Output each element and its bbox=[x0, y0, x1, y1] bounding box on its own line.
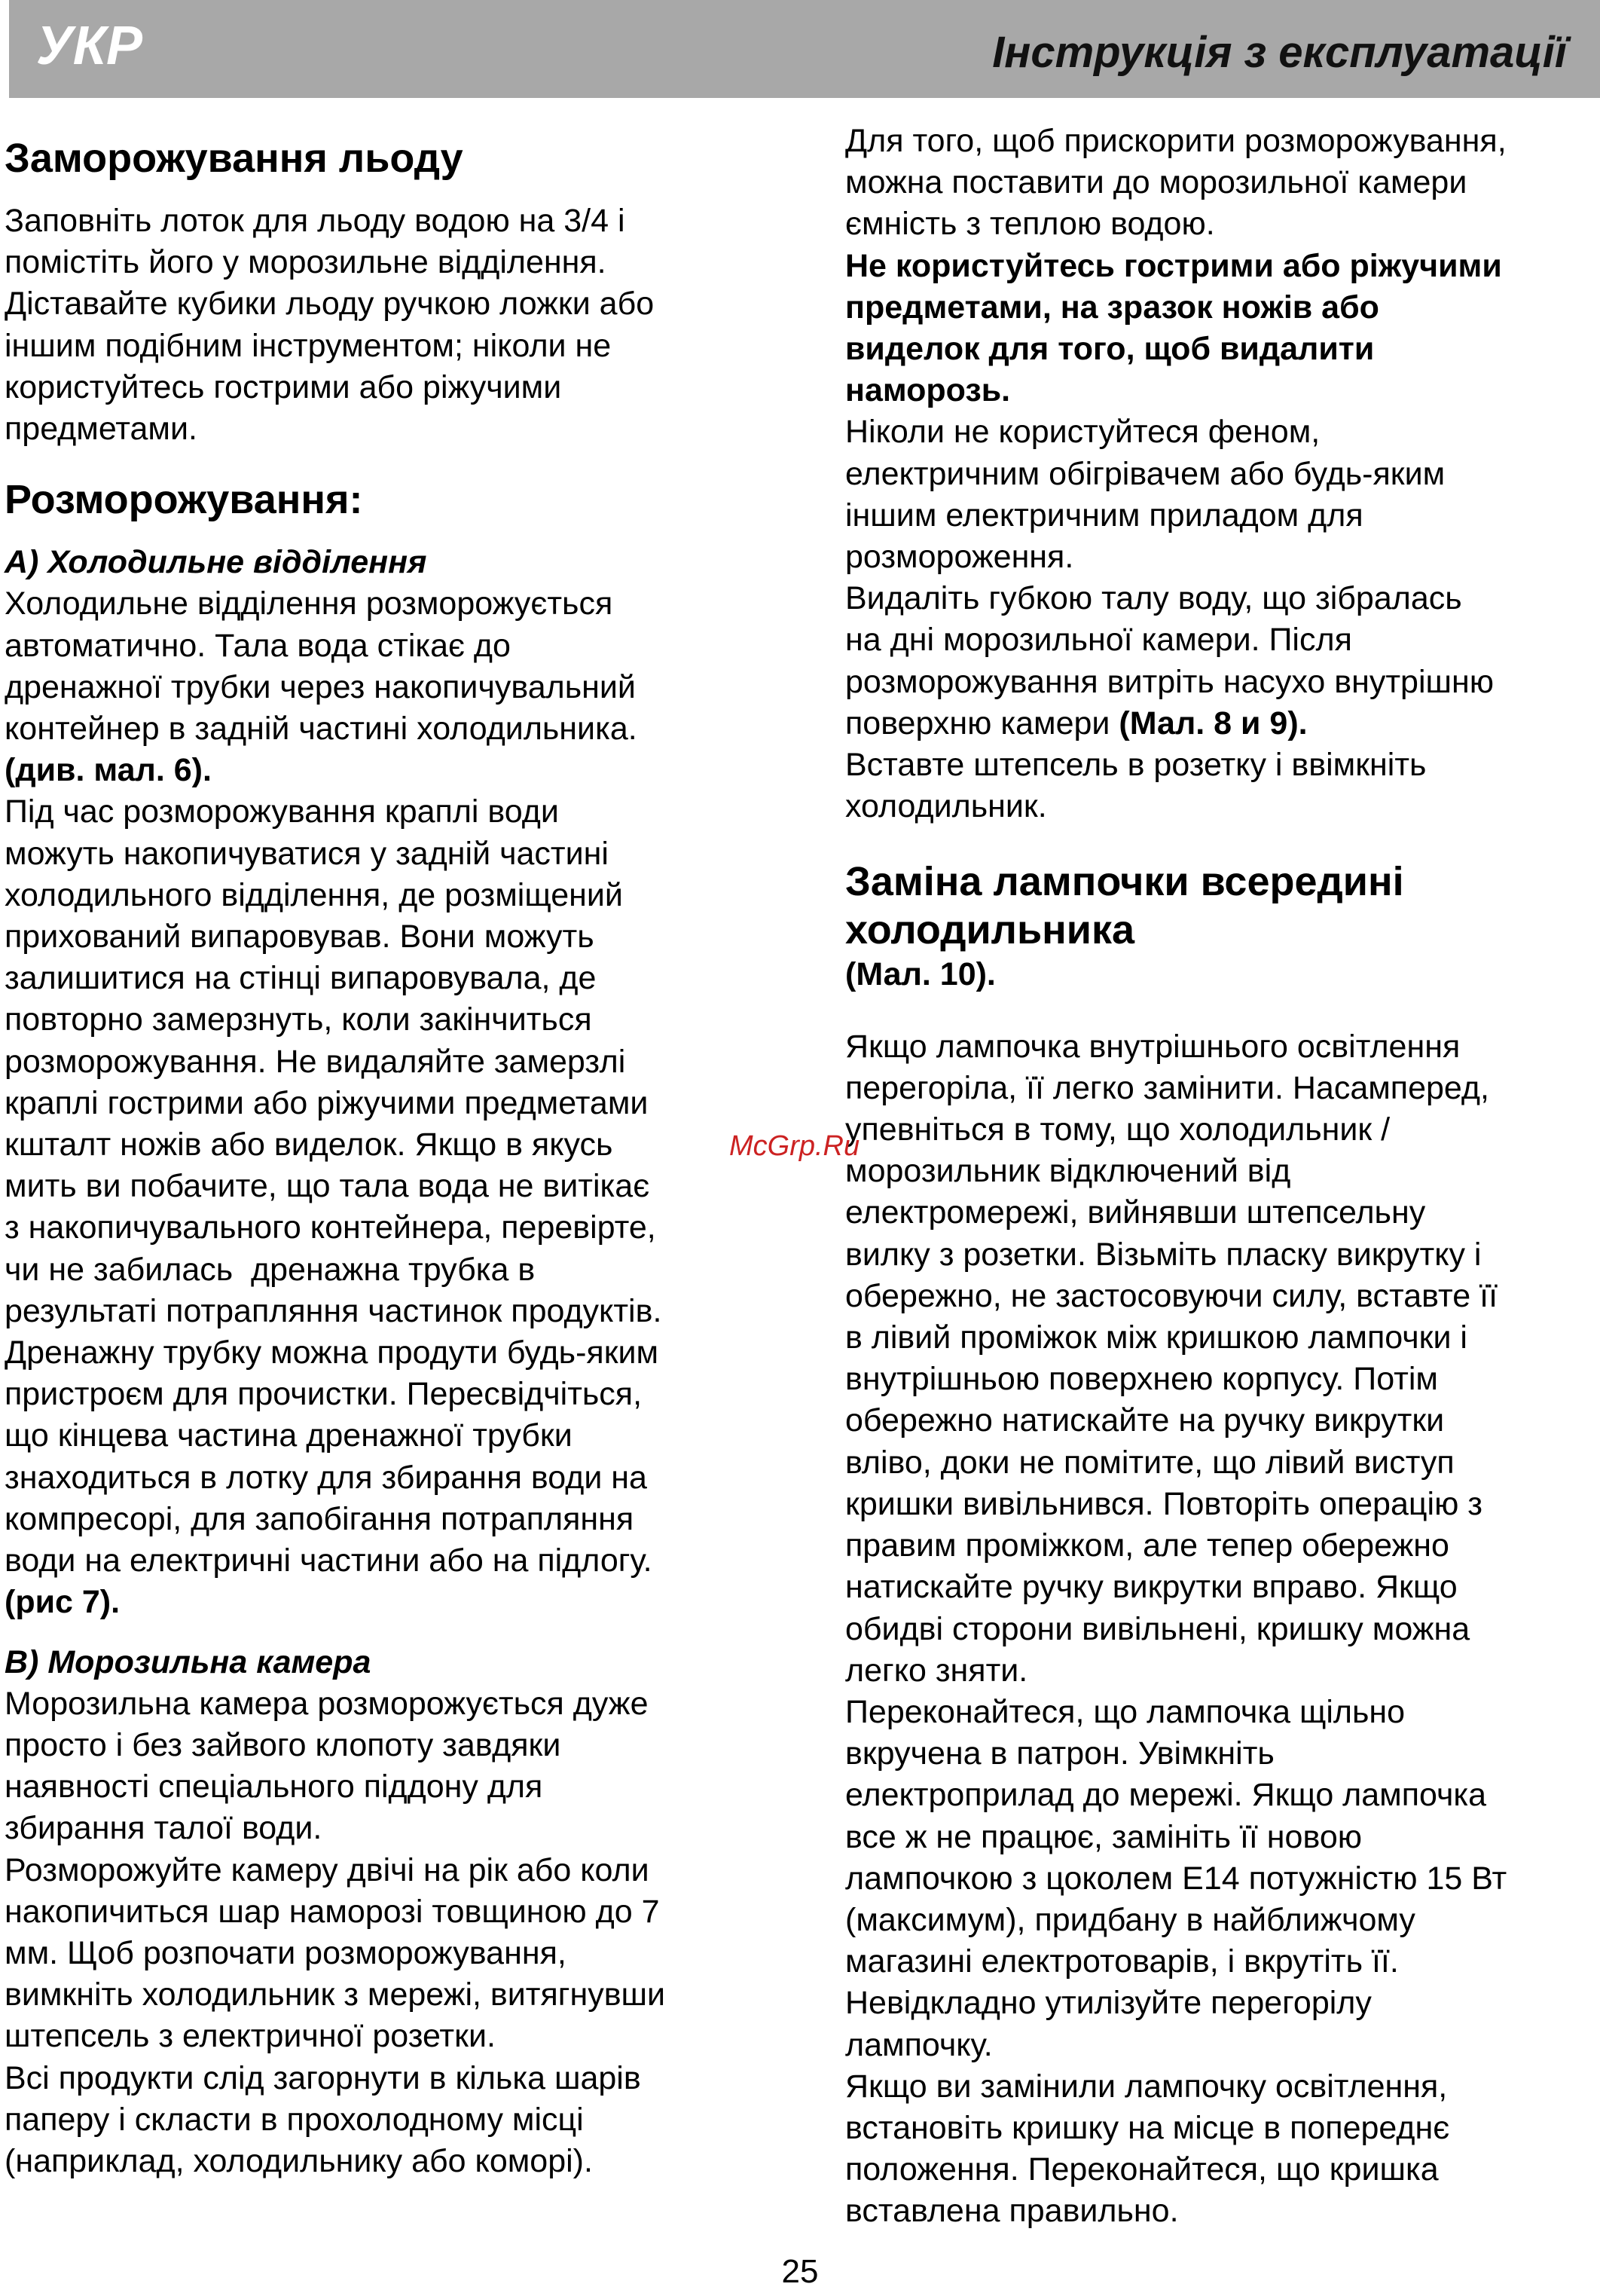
text-line: (максимум), придбану в найближчому bbox=[845, 1901, 1415, 1938]
text-line: дренажної трубки через накопичувальний bbox=[5, 668, 636, 705]
lamp-paragraph bbox=[845, 1026, 1598, 2233]
text-line: Морозильна камера розморожується дуже bbox=[5, 1685, 649, 1722]
section-title-lamp bbox=[845, 858, 1598, 954]
text-line: на дні морозильної камери. Після bbox=[845, 622, 1352, 659]
text-line: вилку з розетки. Візьміть пласку викрутку і bbox=[845, 1236, 1482, 1273]
text-line: користуйтесь гострими або ріжучими bbox=[5, 368, 562, 405]
text-line: електричним обігрівачем або будь-яким bbox=[845, 455, 1446, 492]
text-line: Вставте штепсель в розетку і ввімкніть bbox=[845, 747, 1427, 784]
ice-paragraph bbox=[5, 200, 803, 450]
text-line: електроприлад до мережі. Якщо лампочка bbox=[845, 1777, 1487, 1814]
text-line: вимкніть холодильник з мережі, витягнувши bbox=[5, 1977, 666, 2013]
text-line: знаходиться в лотку для збирання води на bbox=[5, 1459, 647, 1496]
text-line: упевніться в тому, що холодильник / bbox=[845, 1111, 1391, 1148]
text-line: контейнер в задній частині холодильника. bbox=[5, 711, 637, 747]
text-line: мить ви побачите, що тала вода не витікає bbox=[5, 1168, 650, 1205]
figure-reference: (див. мал. 6). bbox=[5, 752, 212, 789]
text-line: краплі гострими або ріжучими предметами bbox=[5, 1084, 649, 1121]
text-line: Для того, щоб прискорити розморожування, bbox=[845, 123, 1507, 159]
text-line: штепсель з електричної розетки. bbox=[5, 2018, 496, 2055]
fridge-paragraph bbox=[5, 583, 803, 1623]
warning-text bbox=[845, 246, 1598, 412]
text-line: накопичиться шар наморозі товщиною до 7 bbox=[5, 1893, 660, 1930]
text-line: Діставайте кубики льоду ручкою ложки або bbox=[5, 286, 655, 323]
text-line: вліво, доки не помітите, що лівий виступ bbox=[845, 1444, 1455, 1481]
text-line: обидві сторони вивільнені, кришку можна bbox=[845, 1610, 1470, 1647]
text-line: повторно замерзнуть, коли закінчиться bbox=[5, 1001, 592, 1038]
text-line: магазині електротоварів, і вкрутіть її. bbox=[845, 1943, 1399, 1980]
document-title: Інструкція з експлуатації bbox=[992, 28, 1567, 77]
text-line: іншим подібним інструментом; ніколи не bbox=[5, 327, 612, 364]
text-line: можуть накопичуватися у задній частині bbox=[5, 835, 609, 872]
freezer-paragraph bbox=[5, 1683, 803, 2182]
text-line: Ніколи не користуйтеся феном, bbox=[845, 414, 1321, 451]
warning-line: Не користуйтесь гострими або ріжучими bbox=[845, 247, 1502, 284]
text-fragment: поверхню камери bbox=[845, 705, 1119, 741]
text-line: води на електричні частини або на підлогу. bbox=[5, 1542, 652, 1579]
text-line: можна поставити до морозильної камери bbox=[845, 164, 1467, 201]
text-line: пристроєм для прочистки. Пересвідчіться, bbox=[5, 1376, 643, 1413]
text-line: що кінцева частина дренажної трубки bbox=[5, 1417, 573, 1454]
text-line: Видаліть губкою талу воду, що зібралась bbox=[845, 580, 1462, 617]
text-line: Заповніть лоток для льоду водою на 3/4 і bbox=[5, 203, 625, 239]
text-line: в лівий проміжок між кришкою лампочки і bbox=[845, 1319, 1467, 1356]
text-line: наявності спеціального піддону для bbox=[5, 1769, 543, 1805]
left-column bbox=[5, 121, 803, 2182]
text-line: морозильник відключений від bbox=[845, 1153, 1291, 1190]
text-line: встановіть кришку на місце в попереднє bbox=[845, 2109, 1450, 2146]
subsection-title-freezer: B) Морозильна камера bbox=[5, 1643, 371, 1680]
text-line: вставлена правильно. bbox=[845, 2193, 1179, 2230]
text-line: результаті потрапляння частинок продуктів. bbox=[5, 1292, 662, 1329]
text-line: кришки вивільнився. Повторіть операцію з bbox=[845, 1485, 1482, 1522]
text-line: з накопичувального контейнера, перевірте, bbox=[5, 1209, 656, 1246]
text-line: ємність з теплою водою. bbox=[845, 206, 1215, 243]
defrost-procedure-paragraph bbox=[845, 411, 1598, 827]
right-column bbox=[845, 121, 1598, 2233]
figure-reference: (Мал. 10). bbox=[845, 956, 996, 993]
text-line: обережно, не застосовуючи силу, вставте її bbox=[845, 1277, 1498, 1314]
section-title-defrost: Розморожування: bbox=[5, 477, 363, 523]
warning-line: виделок для того, щоб видалити bbox=[845, 331, 1375, 368]
watermark: McGrp.Ru bbox=[729, 1130, 860, 1162]
text-line: помістіть його у морозильне відділення. bbox=[5, 244, 606, 281]
warning-line: наморозь. bbox=[845, 372, 1011, 409]
text-line: Якщо лампочка внутрішнього освітлення bbox=[845, 1028, 1461, 1065]
defrost-tips-paragraph bbox=[845, 121, 1598, 246]
text-line: правим проміжком, але тепер обережно bbox=[845, 1527, 1449, 1564]
text-line: лампочкою з цоколем Е14 потужністю 15 Вт bbox=[845, 1860, 1507, 1897]
text-line: (наприклад, холодильнику або коморі). bbox=[5, 2142, 593, 2179]
text-line: холодильник. bbox=[845, 788, 1047, 825]
text-line: внутрішньою поверхнею корпусу. Потім bbox=[845, 1361, 1438, 1398]
subsection-title-fridge: A) Холодильне відділення bbox=[5, 544, 427, 581]
text-line: компресорі, для запобігання потрапляння bbox=[5, 1500, 634, 1537]
text-line: кшталт ножів або виделок. Якщо в якусь bbox=[5, 1127, 613, 1163]
text-line: розморожування. Не видаляйте замерзлі bbox=[5, 1043, 626, 1080]
text-line: Якщо ви замінили лампочку освітлення, bbox=[845, 2068, 1448, 2105]
text-line: Невідкладно утилізуйте перегорілу bbox=[845, 1985, 1372, 2022]
text-line: Переконайтеся, що лампочка щільно bbox=[845, 1693, 1406, 1730]
text-line: Дренажну трубку можна продути будь-яким bbox=[5, 1334, 659, 1371]
text-line: предметами. bbox=[5, 411, 197, 448]
text-line: холодильного відділення, де розміщений bbox=[5, 876, 623, 913]
text-line bbox=[845, 703, 1598, 744]
figure-reference: (рис 7). bbox=[5, 1584, 121, 1621]
text-line: натискайте ручку викрутки вправо. Якщо bbox=[845, 1569, 1458, 1606]
language-label: УКР bbox=[36, 16, 143, 76]
text-line: все ж не працює, замініть її новою bbox=[845, 1818, 1362, 1855]
section-title-ice: Заморожування льоду bbox=[5, 136, 463, 181]
text-line: іншим електричним приладом для bbox=[845, 497, 1363, 533]
title-line: холодильника bbox=[845, 907, 1135, 953]
text-line: автоматично. Тала вода стікає до bbox=[5, 627, 511, 664]
text-line: залишитися на стінці випаровувала, де bbox=[5, 960, 597, 997]
text-line: збирання талої води. bbox=[5, 1810, 322, 1847]
text-line: положення. Переконайтеся, що кришка bbox=[845, 2151, 1439, 2188]
text-line: розморожування витріть насухо внутрішню bbox=[845, 663, 1494, 700]
text-line: просто і без зайвого клопоту завдяки bbox=[5, 1726, 561, 1763]
title-line: Заміна лампочки всередині bbox=[845, 859, 1404, 905]
text-line: вкручена в патрон. Увімкніть bbox=[845, 1735, 1275, 1772]
page-number: 25 bbox=[781, 2253, 819, 2290]
page-header bbox=[9, 0, 1600, 98]
text-line: Всі продукти слід загорнути в кілька шарів bbox=[5, 2059, 641, 2096]
text-line: електромережі, вийнявши штепсельну bbox=[845, 1194, 1426, 1231]
text-line: Під час розморожування краплі води bbox=[5, 793, 559, 830]
text-line: прихований випаровував. Вони можуть bbox=[5, 919, 594, 955]
figure-reference: (Мал. 8 и 9). bbox=[1119, 705, 1308, 741]
text-line: чи не забилась дренажна трубка в bbox=[5, 1251, 536, 1288]
text-line: Холодильне відділення розморожується bbox=[5, 585, 613, 622]
text-line: розмороження. bbox=[845, 539, 1074, 576]
text-line: Розморожуйте камеру двічі на рік або коли bbox=[5, 1851, 649, 1888]
text-line: обережно натискайте на ручку викрутки bbox=[845, 1402, 1445, 1439]
warning-line: предметами, на зразок ножів або bbox=[845, 289, 1379, 326]
text-line: паперу і скласти в прохолодному місці bbox=[5, 2101, 584, 2138]
text-line: легко зняти. bbox=[845, 1652, 1028, 1689]
text-line: перегоріла, її легко замінити. Насамперед, bbox=[845, 1069, 1489, 1106]
text-line: мм. Щоб розпочати розморожування, bbox=[5, 1934, 566, 1971]
text-line: лампочку. bbox=[845, 2026, 993, 2063]
